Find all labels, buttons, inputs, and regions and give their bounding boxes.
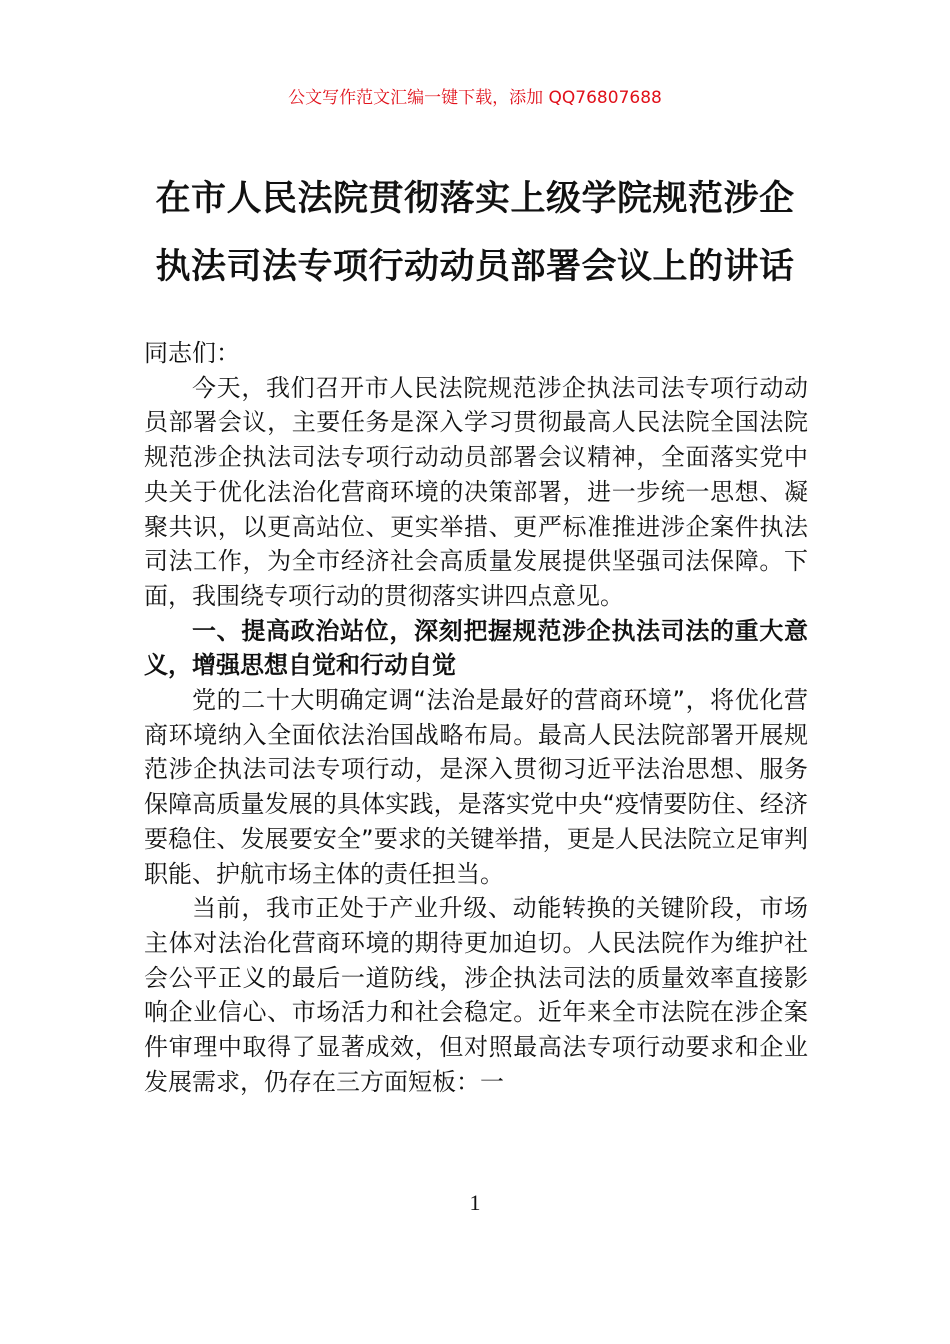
document-body xyxy=(144,371,808,1100)
paragraph-significance: 党的二十大明确定调“法治是最好的营商环境”，将优化营商环境纳入全面依法治国战略布局。最高人民法院部署开展规范涉企执法司法专项行动，是深入贯彻习近平法治思想、服务保障高质量发展的具体实践，是落实党中央“疫情要防住、经济要稳住、发展要安全”要求的关键举措，更是人民法院立足审判职能、护航市场主体的责任担当。 xyxy=(144,686,808,888)
document-title-line-1: 在市人民法院贯彻落实上级学院规范涉企 xyxy=(155,179,795,219)
section-heading-1: 一、提高政治站位，深刻把握规范涉企执法司法的重大意义，增强思想自觉和行动自觉 xyxy=(144,616,808,680)
salutation: 同志们： xyxy=(144,339,240,367)
paragraph-opening: 今天，我们召开市人民法院规范涉企执法司法专项行动动员部署会议，主要任务是深入学习贯彻最高人民法院全国法院规范涉企执法司法专项行动动员部署会议精神，全面落实党中央关于优化法治化营商环境的决策部署，进一步统一思想、凝聚共识，以更高站位、更实举措、更严标准推进涉企案件执法司法工作，为全市经济社会高质量发展提供坚强司法保障。下面，我围绕专项行动的贯彻落实讲四点意见。 xyxy=(144,373,808,610)
page-number: 1 xyxy=(469,1190,481,1215)
paragraph-current-situation: 当前，我市正处于产业升级、动能转换的关键阶段，市场主体对法治化营商环境的期待更加迫切。人民法院作为维护社会公平正义的最后一道防线，涉企执法司法的质量效率直接影响企业信心、市场活力和社会稳定。近年来全市法院在涉企案件审理中取得了显著成效，但对照最高法专项行动要求和企业发展需求，仍存在三方面短板：一 xyxy=(144,894,808,1096)
document-title-line-2: 执法司法专项行动动员部署会议上的讲话 xyxy=(155,247,795,287)
header-download-note: 公文写作范文汇编一键下载，添加 QQ76807688 xyxy=(288,88,662,108)
